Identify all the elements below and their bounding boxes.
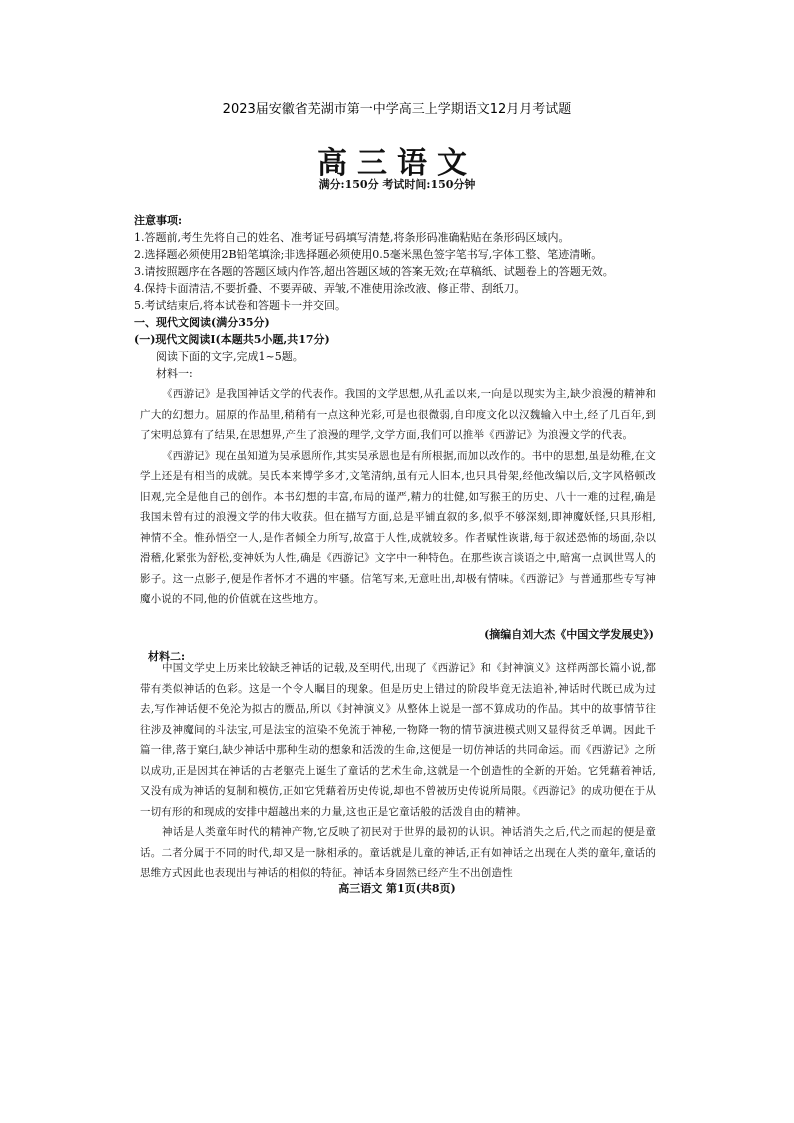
notice-item-2: 2.选择题必须使用2B铅笔填涂;非选择题必须使用0.5毫米黑色签字笔书写,字体工整、笔迹清晰。 — [134, 248, 603, 261]
notice-section — [134, 212, 654, 382]
page-footer: 高三语文 第1页(共8页) — [338, 882, 456, 895]
material2-paragraph-1: 中国文学史上历来比较缺乏神话的记载,及至明代,出现了《西游记》和《封神演义》这样两部长篇小说,都带有类似神话的色彩。这是一个令人瞩目的现象。但是历史上错过的阶段毕竟无法追补,神话时代既已成为过去,写作神话便不免沦为拟古的赝品,所以《封神演义》从整体上说是一部不算成功的作品。其中的故事情节往往涉及神魔间的斗法宝,可是法宝的渲染不免流于神秘,一物降一物的情节演进模式则又显得贫乏单调。因此千篇一律,落于窠臼,缺少神话中那种生动的想象和活泼的生命,这便是一切仿神话的共同命运。而《西游记》之所以成功,正是因其在神话的古老躯壳上诞生了童话的艺术生命,这就是一个创造性的全新的开始。它凭藉着神话,又没有成为神话的复制和模仿,正如它凭藉着历史传说,却也不曾被历史传说所局限。《西游记》的成功便在于从一切有形的和现成的安排中超越出来的力量,这也正是它童话般的活泼自由的精神。 — [140, 662, 656, 818]
notice-item-4: 4.保持卡面清洁,不要折叠、不要弄破、弄皱,不准使用涂改液、修正带、刮纸刀。 — [134, 282, 526, 295]
notice-item-5: 5.考试结束后,将本试卷和答题卡一并交回。 — [134, 299, 346, 312]
part-heading: 一、现代文阅读(满分35分) — [134, 316, 270, 329]
exam-title: 高三语文 — [317, 146, 477, 181]
material1-text — [140, 384, 656, 610]
notice-heading: 注意事项: — [134, 214, 183, 227]
material1-label: 材料一: — [156, 367, 193, 380]
instruction: 阅读下面的文字,完成1~5题。 — [156, 350, 304, 363]
notice-item-3: 3.请按照题序在各题的答题区域内作答,超出答题区域的答案无效;在草稿纸、试题卷上的答题无效。 — [134, 265, 614, 278]
material1-paragraph-2: 《西游记》现在虽知道为吴承恩所作,其实吴承恩也是有所根据,而加以改作的。书中的思想,虽是幼稚,在文学上还是有相当的成就。吴氏本来博学多才,文笔清纳,虽有元人旧本,也只具骨架,经他改编以后,文字风格顿改旧观,完全是他自己的创作。本书幻想的丰富,布局的谨严,精力的壮健,如写猴王的历史、八十一难的过程,确是我国未曾有过的浪漫文学的伟大收获。但在描写方面,总是平铺直叙的多,似乎不够深刻,即神魔妖怪,只具形相,神情不全。惟孙悟空一人,是作者倾全力所写,故富于人性,成就较多。作者赋性诙谐,每于叙述恐怖的场面,杂以滑稽,化紧张为舒松,变神妖为人性,确是《西游记》文字中一种特色。在那些诙言谈语之中,暗寓一点讽世骂人的影子。这一点影子,便是作者怀才不遇的牢骚。信笔写来,无意吐出,却极有情味。《西游记》与普通那些专写神魔小说的不同,他的价值就在这些地方。 — [140, 449, 656, 605]
notice-item-1: 1.答题前,考生先将自己的姓名、准考证号码填写清楚,将条形码准确粘贴在条形码区域内。 — [134, 231, 570, 244]
material1-source: (摘编自刘大杰《中国文学发展史》) — [484, 628, 654, 641]
subsection-heading: (一)现代文阅读Ⅰ(本题共5小题,共17分) — [134, 333, 330, 346]
material2-text — [140, 658, 656, 884]
document-title: 2023届安徽省芜湖市第一中学高三上学期语文12月月考试题 — [222, 102, 572, 117]
exam-meta: 满分:150分 考试时间:150分钟 — [318, 178, 476, 191]
material1-paragraph-1: 《西游记》是我国神话文学的代表作。我国的文学思想,从孔孟以来,一向是以现实为主,缺少浪漫的精神和广大的幻想力。屈原的作品里,稍稍有一点这种光彩,可是也很微弱,自印度文化以汉魏输入中土,经了几百年,到了宋明总算有了结果,在思想界,产生了浪漫的理学,文学方面,我们可以推举《西游记》为浪漫文学的代表。 — [140, 388, 656, 441]
material2-label: 材料二: — [148, 650, 186, 663]
material2-paragraph-2: 神话是人类童年时代的精神产物,它反映了初民对于世界的最初的认识。神话消失之后,代之而起的便是童话。二者分属于不同的时代,却又是一脉相承的。童话就是儿童的神话,正有如神话之出现在人类的童年,童话的思维方式因此也表现出与神话的相似的特征。神话本身固然已经产生不出创造性 — [140, 826, 656, 879]
